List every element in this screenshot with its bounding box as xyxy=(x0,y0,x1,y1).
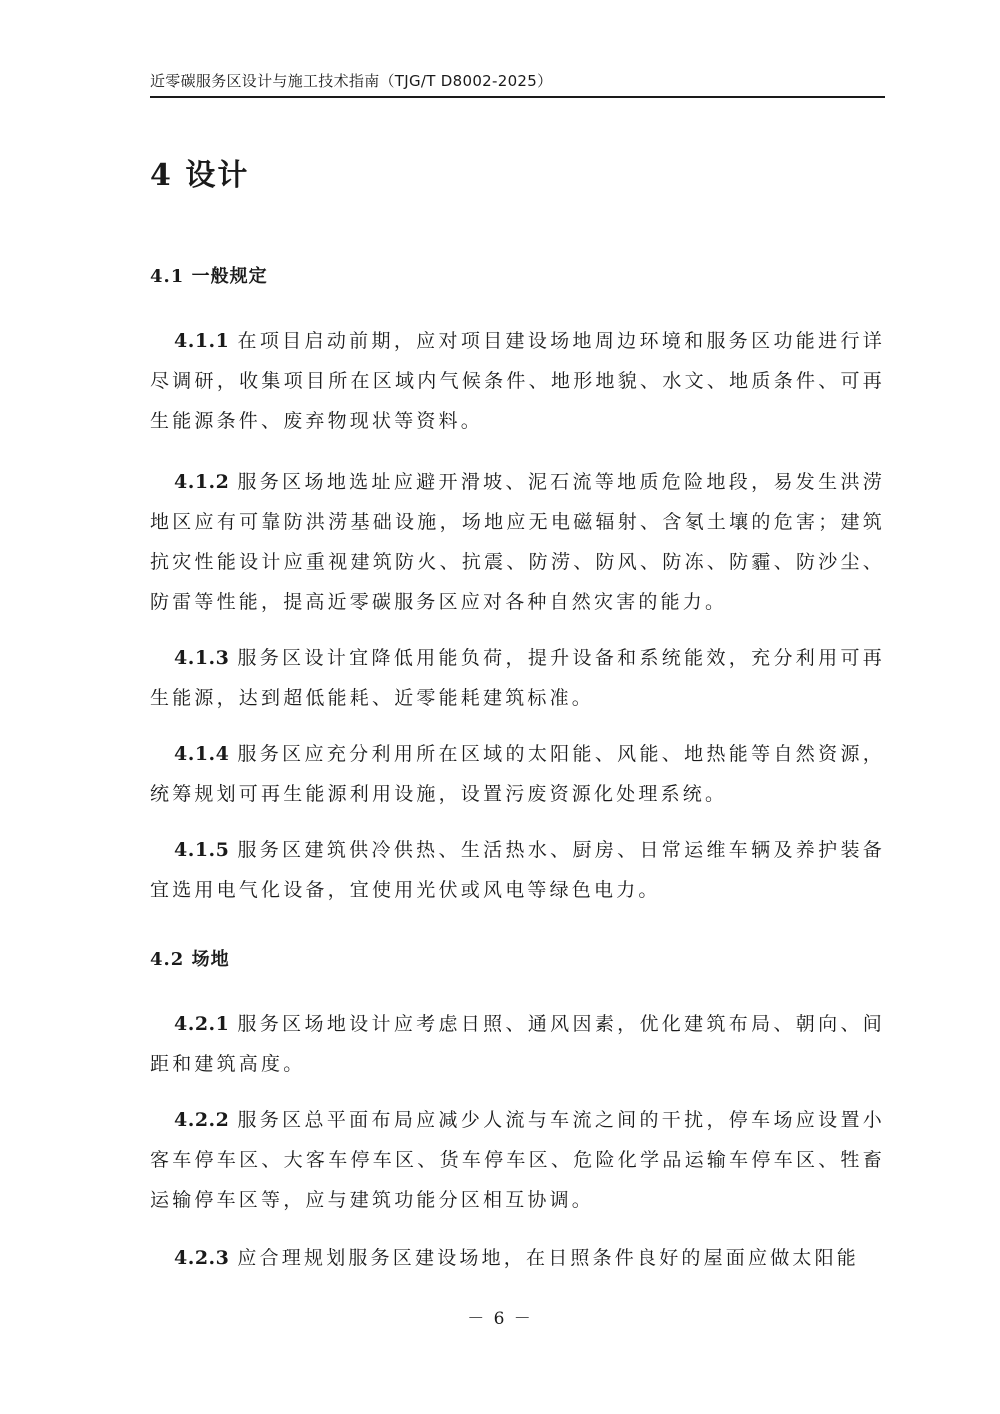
document-title: 近零碳服务区设计与施工技术指南（TJG/T D8002-2025） xyxy=(150,72,553,90)
chapter-title: 4 设计 xyxy=(150,158,250,193)
clause-4-1-4 xyxy=(150,734,885,814)
clause-number: 4.1.2 xyxy=(174,471,230,493)
clause-text: 服务区场地设计应考虑日照、通风因素，优化建筑布局、朝向、间距和建筑高度。 xyxy=(150,1013,885,1075)
clause-4-2-3 xyxy=(150,1238,885,1278)
clause-text: 服务区场地选址应避开滑坡、泥石流等地质危险地段，易发生洪涝地区应有可靠防洪涝基础设施，场地应无电磁辐射、含氡土壤的危害；建筑抗灾性能设计应重视建筑防火、抗震、防涝、防风、防冻、防霾、防沙尘、防雷等性能，提高近零碳服务区应对各种自然灾害的能力。 xyxy=(150,471,885,613)
page-number: － 6 － xyxy=(467,1309,533,1329)
section-heading-4-2: 4.2 场地 xyxy=(150,949,230,970)
clause-number: 4.1.5 xyxy=(174,839,230,861)
clause-4-2-1 xyxy=(150,1004,885,1084)
clause-number: 4.2.3 xyxy=(174,1247,230,1269)
section-heading-4-1: 4.1 一般规定 xyxy=(150,266,268,287)
clause-4-1-2 xyxy=(150,462,885,622)
clause-number: 4.1.4 xyxy=(174,743,230,765)
clause-4-1-5 xyxy=(150,830,885,910)
clause-text: 应合理规划服务区建设场地，在日照条件良好的屋面应做太阳能 xyxy=(237,1247,859,1269)
clause-text: 服务区应充分利用所在区域的太阳能、风能、地热能等自然资源，统筹规划可再生能源利用设施，设置污废资源化处理系统。 xyxy=(150,743,885,805)
clause-4-2-2 xyxy=(150,1100,885,1220)
clause-number: 4.2.2 xyxy=(174,1109,230,1131)
clause-number: 4.1.3 xyxy=(174,647,230,669)
clause-number: 4.1.1 xyxy=(174,330,230,352)
clause-4-1-1 xyxy=(150,321,885,441)
clause-text: 服务区总平面布局应减少人流与车流之间的干扰，停车场应设置小客车停车区、大客车停车区、货车停车区、危险化学品运输车停车区、牲畜运输停车区等，应与建筑功能分区相互协调。 xyxy=(150,1109,885,1211)
clause-number: 4.2.1 xyxy=(174,1013,230,1035)
running-header xyxy=(150,70,885,98)
clause-text: 服务区设计宜降低用能负荷，提升设备和系统能效，充分利用可再生能源，达到超低能耗、近零能耗建筑标准。 xyxy=(150,647,885,709)
clause-text: 在项目启动前期，应对项目建设场地周边环境和服务区功能进行详尽调研，收集项目所在区域内气候条件、地形地貌、水文、地质条件、可再生能源条件、废弃物现状等资料。 xyxy=(150,330,885,432)
clause-4-1-3 xyxy=(150,638,885,718)
clause-text: 服务区建筑供冷供热、生活热水、厨房、日常运维车辆及养护装备宜选用电气化设备，宜使用光伏或风电等绿色电力。 xyxy=(150,839,885,901)
